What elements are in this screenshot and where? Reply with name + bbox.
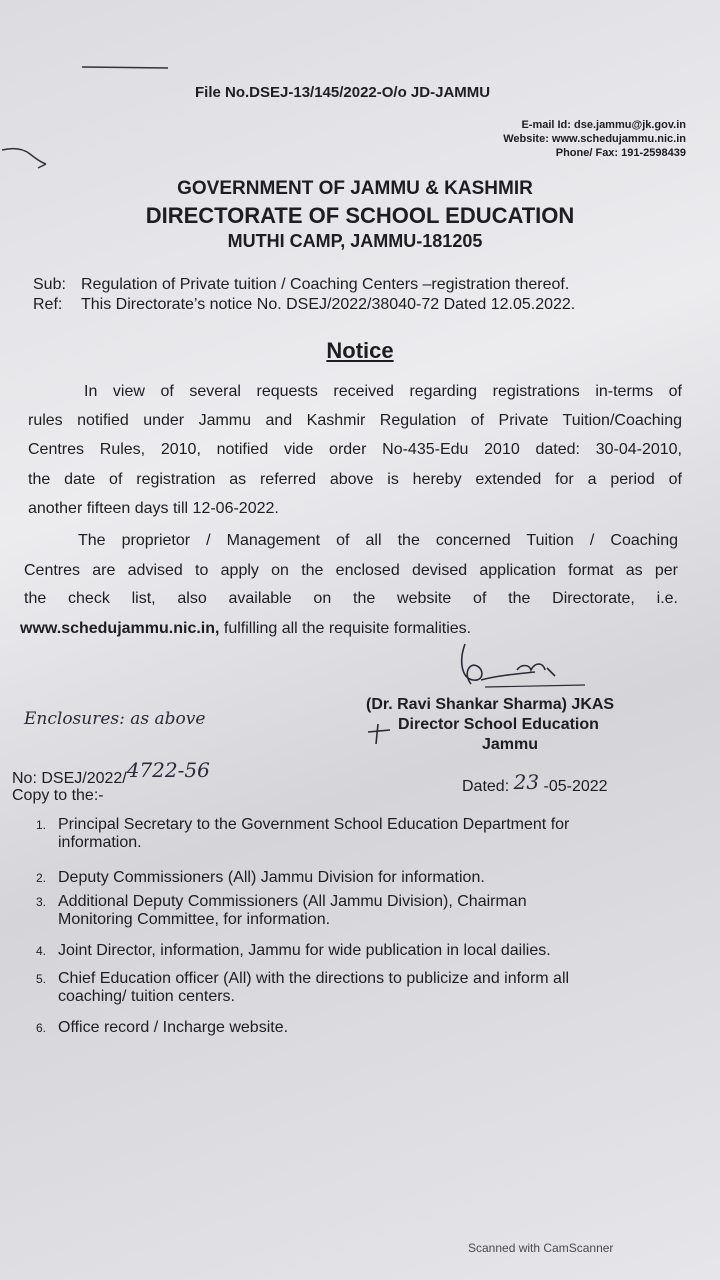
copy-to-heading: Copy to the:- [12, 787, 104, 804]
copy-list-item [36, 816, 569, 852]
copy-item-text: Deputy Commissioners (All) Jammu Division for information. [58, 869, 485, 886]
copy-item-text: Joint Director, information, Jammu for wide publication in local dailies. [58, 942, 551, 959]
dated-handwritten-day: 23 [513, 770, 540, 794]
handwritten-signature [455, 640, 595, 700]
copy-list-item [36, 1019, 288, 1037]
scanner-watermark: Scanned with CamScanner [468, 1241, 614, 1255]
copy-item-text: Additional Deputy Commissioners (All Jammu Division), Chairman [58, 893, 527, 910]
paragraph-1-line-5: another fifteen days till 12-06-2022. [28, 500, 279, 517]
copy-list-item [36, 893, 527, 929]
order-number [12, 758, 210, 788]
order-number-prefix: No: DSEJ/2022/ [12, 770, 127, 787]
enclosures-note: Enclosures: as above [24, 709, 206, 729]
header-address: MUTHI CAMP, JAMMU-181205 [227, 231, 483, 251]
copy-item-number: 6. [36, 1021, 47, 1035]
paragraph-2-line-1: The proprietor / Management of all the concerned Tuition / Coaching [78, 532, 678, 549]
copy-list-item [36, 869, 485, 887]
for-mark [364, 722, 394, 746]
signatory-place: Jammu [482, 736, 539, 753]
copy-item-continuation: information. [58, 834, 142, 851]
corner-pen-mark [0, 140, 60, 180]
copy-item-continuation: coaching/ tuition centers. [58, 988, 235, 1005]
pen-stroke-mark [82, 64, 172, 70]
paragraph-1-line-2: rules notified under Jammu and Kashmir Regulation of Private Tuition/Coaching [28, 412, 682, 429]
subject-line [33, 276, 569, 294]
header-government: GOVERNMENT OF JAMMU & KASHMIR [177, 178, 533, 199]
dated-line [462, 772, 608, 796]
copy-item-text: Office record / Incharge website. [58, 1019, 289, 1036]
reference-label: Ref: [33, 296, 63, 313]
copy-list-item [36, 970, 569, 1006]
copy-item-text: Chief Education officer (All) with the directions to publicize and inform all [58, 970, 570, 987]
dated-suffix: -05-2022 [539, 778, 608, 795]
file-number: File No.DSEJ-13/145/2022-O/o JD-JAMMU [195, 84, 491, 101]
subject-label: Sub: [33, 276, 66, 293]
copy-item-text: Principal Secretary to the Government School Education Department for [58, 816, 570, 833]
paragraph-2-line-2: Centres are advised to apply on the enclosed devised application format as per [24, 562, 678, 579]
paragraph-2-line-4 [20, 620, 674, 638]
website-link-text: www.schedujammu.nic.in, [20, 620, 220, 637]
copy-item-number: 5. [36, 972, 47, 986]
copy-item-number: 2. [36, 871, 47, 885]
signatory-title: Director School Education [398, 716, 599, 733]
copy-item-number: 1. [36, 818, 47, 832]
subject-text: Regulation of Private tuition / Coaching Centers –registration thereof. [81, 276, 570, 293]
notice-title: Notice [326, 338, 394, 363]
website-text: Website: www.schedujammu.nic.in [503, 133, 686, 145]
reference-line [33, 296, 575, 314]
order-number-handwritten: 4722-56 [126, 758, 210, 782]
paragraph-1-line-4: the date of registration as referred above is hereby extended for a period of [28, 471, 682, 488]
dated-label: Dated: [462, 778, 514, 795]
paragraph-1-line-3: Centres Rules, 2010, notified vide order No-435-Edu 2010 dated: 30-04-2010, [28, 441, 682, 458]
copy-item-continuation: Monitoring Committee, for information. [58, 911, 331, 928]
header-directorate: DIRECTORATE OF SCHOOL EDUCATION [145, 203, 575, 228]
reference-text: This Directorate’s notice No. DSEJ/2022/38040-72 Dated 12.05.2022. [81, 296, 576, 313]
paragraph-2-line-4-rest: fulfilling all the requisite formalities. [219, 620, 472, 637]
copy-item-number: 3. [36, 895, 47, 909]
paragraph-1-line-1: In view of several requests received regarding registrations in-terms of [84, 383, 682, 400]
email-text: E-mail Id: dse.jammu@jk.gov.in [521, 119, 686, 131]
copy-list-item [36, 942, 551, 960]
copy-item-number: 4. [36, 944, 47, 958]
contact-block [503, 118, 686, 160]
paragraph-2-line-3: the check list, also available on the website of the Directorate, i.e. [24, 590, 678, 607]
signatory-name: (Dr. Ravi Shankar Sharma) JKAS [366, 696, 615, 713]
phone-text: Phone/ Fax: 191-2598439 [555, 147, 686, 159]
